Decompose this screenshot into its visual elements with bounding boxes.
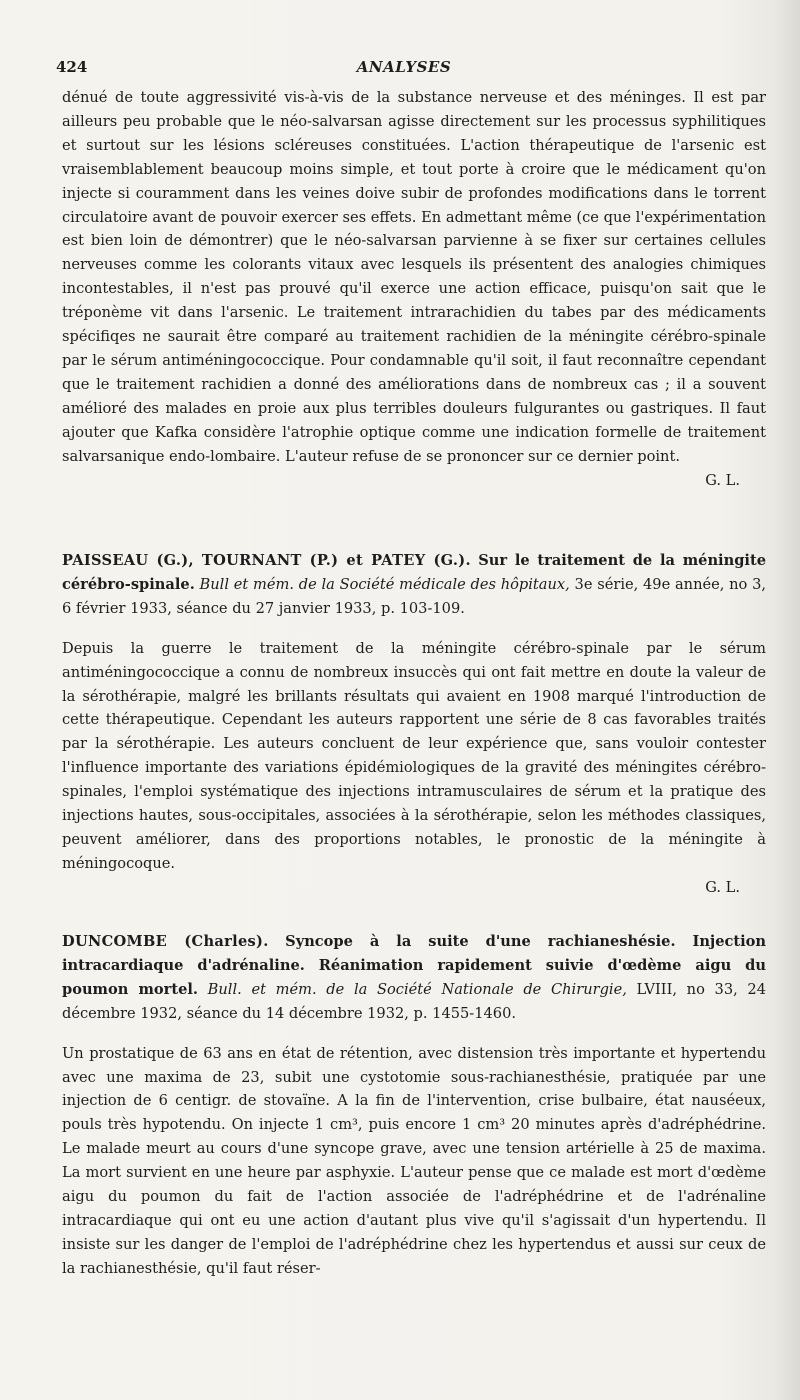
review-details: 3e série, 49e année, no 3, 6 février 1933, séance du 27 janvier 1933, p. 103-109. bbox=[62, 575, 767, 617]
review-title: Syncope à la suite d'une rachianeshésie. Injection intracardiaque d'adrénaline. Réanimation rapidement suivie d'œdème aigu du poumon mortel. bbox=[62, 933, 767, 998]
page-header bbox=[56, 58, 752, 82]
bibliographic-reference bbox=[62, 549, 766, 621]
bibliographic-reference bbox=[62, 930, 766, 1026]
continuation-paragraph: dénué de toute aggressivité vis-à-vis de la substance nerveuse et des méninges. Il est par ailleurs peu probable que le néo-salvarsan agisse directement sur les processus syphilitiques et surtout sur les lésions scléreuses constituées. L'action thérapeutique de l'arsenic est vraisemblablement beaucoup moins simple, et tout porte à croire que le médicament qu'on injecte si couramment dans les veines doive subir de profondes modifications dans le torrent circulatoire avant de pouvoir exercer ses effets. En admettant même (ce que l'expérimentation est bien loin de démontrer) que le néo-salvarsan parvienne à se fixer sur certaines cellules nerveuses comme les colorants vitaux avec lesquels ils présentent des analogies chimiques incontestables, il n'est pas prouvé qu'il exerce une action efficace, puisqu'on sait que le tréponème vit dans l'arsenic. Le traitement intrarachidien du tabes par des médicaments spécifiqes ne saurait être comparé au traitement rachidien de la méningite cérébro-spinale par le sérum antiméningococcique. Pour condamnable qu'il soit, il faut reconnaître cependant que le traitement rachidien a donné des améliorations dans de nombreux cas ; il a souvent amélioré des malades en proie aux plus terribles douleurs fulgurantes ou gastriques. Il faut ajouter que Kafka considère l'atrophie optique comme une indication formelle de traitement salvarsanique endo-lombaire. L'auteur refuse de se prononcer sur ce dernier point. bbox=[62, 89, 766, 465]
page-number: 424 bbox=[56, 58, 88, 76]
continuation-section bbox=[62, 86, 766, 492]
review-journal: Bull et mém. de la Société médicale des hôpitaux, bbox=[199, 575, 570, 593]
review-paisseau bbox=[62, 549, 766, 900]
review-paragraph: Depuis la guerre le traitement de la méningite cérébro-spinale par le sérum antiméningococcique a connu de nombreux insuccès qui ont fait mettre en doute la valeur de la sérothérapie, malgré les brillants résultats qui avaient en 1908 marqué l'introduction de cette thérapeutique. Cependant les auteurs rapportent une série de 8 cas favorables traités par la sérothérapie. Les auteurs concluent de leur expérience que, sans vouloir contester l'influence importante des variations épidémiologiques de la gravité des méningites cérébro-spinales, l'emploi systématique des injections intramusculaires de sérum et la pratique des injections hautes, sous-occipitales, associées à la sérothérapie, selon les méthodes classiques, peuvent améliorer, dans des proportions notables, le pronostic de la méningite à méningocoque. bbox=[62, 639, 766, 872]
review-details: LVIII, no 33, 24 décembre 1932, séance du 14 décembre 1932, p. 1455-1460. bbox=[62, 980, 766, 1022]
running-title: ANALYSES bbox=[356, 58, 452, 76]
review-journal: Bull. et mém. de la Société Nationale de Chirurgie, bbox=[207, 980, 627, 998]
review-duncombe bbox=[62, 930, 766, 1281]
review-authors: DUNCOMBE (Charles). bbox=[62, 933, 269, 950]
signature: G. L. bbox=[705, 471, 740, 489]
review-authors: PAISSEAU (G.), TOURNANT (P.) et PATEY (G.). bbox=[62, 552, 471, 569]
review-title: Sur le traitement de la méningite cérébro-spinale. bbox=[62, 552, 766, 593]
review-paragraph: Un prostatique de 63 ans en état de rétention, avec distension très importante et hypertendu avec une maxima de 23, subit une cystotomie sous-rachianesthésie, pratiquée par une injection de 6 centigr. de stovaïne. A la fin de l'intervention, crise bulbaire, état nauséeux, pouls très hypotendu. On injecte 1 cm³, puis encore 1 cm³ 20 minutes après d'adréphédrine. Le malade meurt au cours d'une syncope grave, avec une tension artérielle à 25 de maxima. La mort survient en une heure par asphyxie. L'auteur pense que ce malade est mort d'œdème aigu du poumon du fait de l'action associée de l'adréphédrine et de l'adrénaline intracardiaque qui ont eu une action d'autant plus vive qu'il s'agissait d'un hypertendu. Il insiste sur les danger de l'emploi de l'adréphédrine chez les hypertendus et aussi sur ceux de la rachianesthésie, qu'il faut réser- bbox=[62, 1044, 766, 1277]
signature: G. L. bbox=[705, 878, 740, 896]
